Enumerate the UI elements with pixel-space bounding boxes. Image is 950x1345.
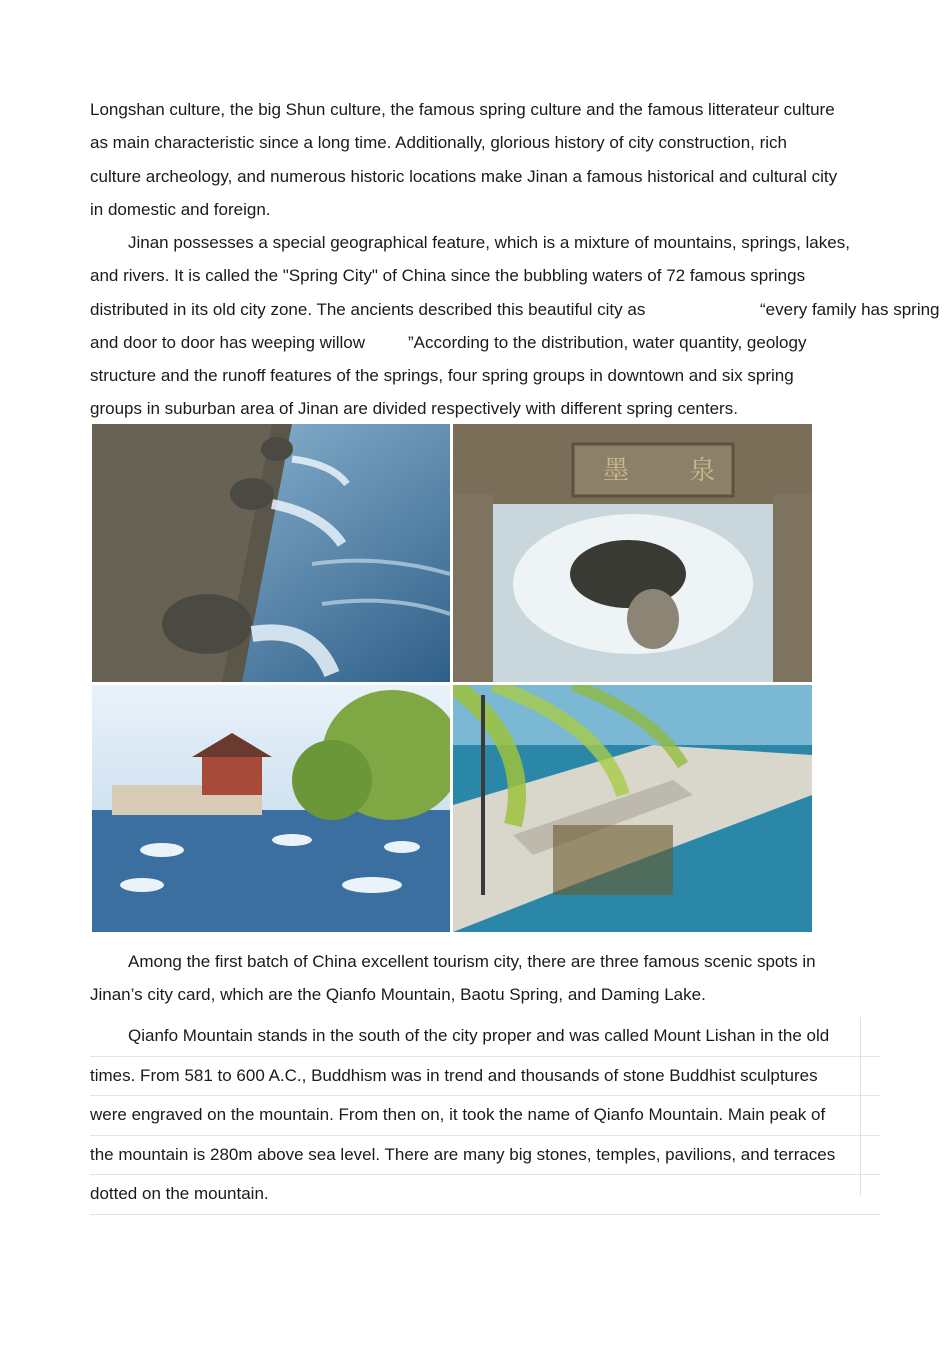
dragon-head-spring-photo [92, 424, 450, 682]
text-line: and rivers. It is called the "Spring City" of China since the bubbling waters of 72 famous springs [90, 266, 806, 286]
quote-fragment: “every family has spring [760, 299, 940, 319]
text-line: were engraved on the mountain. From then on, it took the name of Qianfo Mountain. Main peak of [90, 1096, 880, 1136]
text-line [90, 293, 940, 326]
paragraph-qianfo-mountain [90, 1017, 880, 1215]
text-fragment: distributed in its old city zone. The ancients described this beautiful city as [90, 299, 646, 319]
paragraph-geography [90, 226, 940, 426]
paragraph-scenic-spots [90, 945, 880, 1011]
spring-photo-collage [92, 424, 812, 932]
text-box-border [860, 1017, 861, 1195]
text-line: the mountain is 280m above sea level. There are many big stones, temples, pavilions, and terraces [90, 1136, 880, 1176]
text-line: Jinan possesses a special geographical feature, which is a mixture of mountains, springs, lakes, [128, 233, 850, 252]
willow-bridge-photo [453, 685, 812, 932]
text-line: times. From 581 to 600 A.C., Buddhism was in trend and thousands of stone Buddhist sculptures [90, 1057, 880, 1097]
text-fragment: and door to door has weeping willow [90, 332, 366, 352]
fountain-lake-photo [92, 685, 450, 932]
text-line: Jinan’s city card, which are the Qianfo Mountain, Baotu Spring, and Daming Lake. [90, 985, 706, 1004]
text-line: structure and the runoff features of the springs, four spring groups in downtown and six spring [90, 366, 794, 386]
text-line: Longshan culture, the big Shun culture, the famous spring culture and the famous litterateur culture [90, 100, 835, 119]
bubbling-spring-pool-photo [453, 424, 812, 682]
text-line [90, 326, 880, 359]
text-line: culture archeology, and numerous historic locations make Jinan a famous historical and cultural city [90, 166, 838, 186]
text-line: groups in suburban area of Jinan are divided respectively with different spring centers. [90, 399, 738, 419]
text-line: in domestic and foreign. [90, 199, 271, 219]
text-line: Qianfo Mountain stands in the south of the city proper and was called Mount Lishan in the old [90, 1017, 880, 1057]
text-line: Among the first batch of China excellent tourism city, there are three famous scenic spots in [128, 952, 816, 971]
spring-name-inscription: 墨 泉 [603, 456, 742, 486]
text-line: as main characteristic since a long time. Additionally, glorious history of city construction, rich [90, 133, 787, 153]
paragraph-culture [90, 93, 880, 226]
quote-fragment: ”According to the distribution, water quantity, geology [408, 332, 807, 352]
text-line: dotted on the mountain. [90, 1175, 880, 1215]
